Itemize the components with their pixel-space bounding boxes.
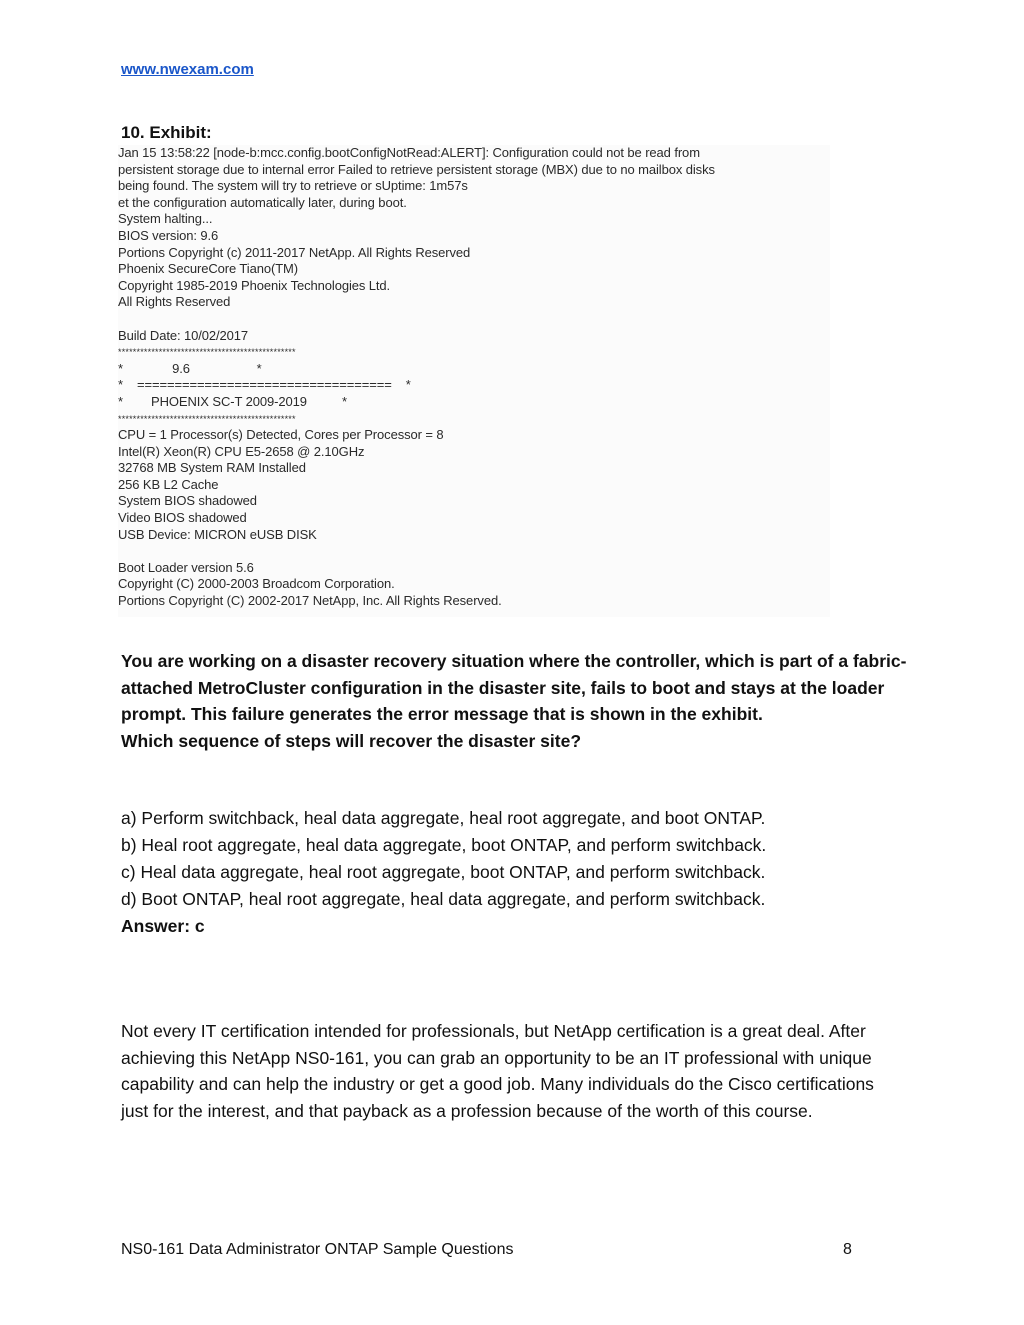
option-a: a) Perform switchback, heal data aggregate, heal root aggregate, and boot ONTAP. bbox=[121, 808, 766, 828]
exhibit-line: 32768 MB System RAM Installed bbox=[118, 460, 306, 476]
exhibit-line: ************************************************ bbox=[118, 413, 296, 424]
exhibit-line: Copyright (C) 2000-2003 Broadcom Corporation. bbox=[118, 576, 395, 592]
exhibit-line: System BIOS shadowed bbox=[118, 493, 257, 509]
exhibit-line: being found. The system will try to retrieve or sUptime: 1m57s bbox=[118, 178, 468, 194]
question-title: 10. Exhibit: bbox=[121, 123, 212, 142]
exhibit-line: System halting... bbox=[118, 211, 213, 227]
exhibit-line: persistent storage due to internal error Failed to retrieve persistent storage (MBX) due to no mailbox disks bbox=[118, 161, 715, 177]
answer-label: Answer: c bbox=[121, 916, 205, 936]
exhibit-line: ************************************************ bbox=[118, 347, 296, 358]
exhibit-line: BIOS version: 9.6 bbox=[118, 227, 219, 243]
footer-title: NS0-161 Data Administrator ONTAP Sample Questions bbox=[121, 1241, 514, 1258]
answer-options bbox=[121, 805, 941, 940]
exhibit-line: Portions Copyright (C) 2002-2017 NetApp, Inc. All Rights Reserved. bbox=[118, 593, 502, 609]
page-number: 8 bbox=[843, 1241, 852, 1258]
exhibit-line: Intel(R) Xeon(R) CPU E5-2658 @ 2.10GHz bbox=[118, 443, 365, 459]
option-d: d) Boot ONTAP, heal root aggregate, heal data aggregate, and perform switchback. bbox=[121, 889, 766, 909]
option-b: b) Heal root aggregate, heal data aggregate, boot ONTAP, and perform switchback. bbox=[121, 835, 767, 855]
exhibit-blank-line bbox=[118, 543, 830, 560]
exhibit-line: * 9.6 * bbox=[118, 360, 262, 376]
exhibit-line: CPU = 1 Processor(s) Detected, Cores per Processor = 8 bbox=[118, 427, 444, 443]
exhibit-line: 256 KB L2 Cache bbox=[118, 476, 219, 492]
question-prompt: Which sequence of steps will recover the disaster site? bbox=[121, 730, 582, 751]
exhibit-image bbox=[118, 145, 830, 617]
option-c: c) Heal data aggregate, heal root aggregate, boot ONTAP, and perform switchback. bbox=[121, 862, 766, 882]
promo-paragraph: Not every IT certification intended for professionals, but NetApp certification is a great deal. After achieving this NetApp NS0-161, you can grab an opportunity to be an IT professional with unique capability and can help the industry or get a good job. Many individuals do the Cisco certifications just for the interest, and that payback as a profession because of the worth of this course. bbox=[121, 1021, 874, 1121]
exhibit-line: Jan 15 13:58:22 [node-b:mcc.config.bootConfigNotRead:ALERT]: Configuration could not be read from bbox=[118, 145, 700, 160]
exhibit-line: et the configuration automatically later, during boot. bbox=[118, 194, 407, 210]
exhibit-blank-line bbox=[118, 311, 830, 328]
exhibit-line: Copyright 1985-2019 Phoenix Technologies Ltd. bbox=[118, 277, 391, 293]
exhibit-line: Video BIOS shadowed bbox=[118, 510, 247, 526]
exhibit-line: Boot Loader version 5.6 bbox=[118, 559, 254, 575]
exhibit-line: Portions Copyright (c) 2011-2017 NetApp. All Rights Reserved bbox=[118, 244, 471, 260]
exhibit-line: USB Device: MICRON eUSB DISK bbox=[118, 526, 317, 542]
exhibit-line: All Rights Reserved bbox=[118, 294, 231, 310]
question-stem: You are working on a disaster recovery situation where the controller, which is part of a fabric-attached MetroCluster configuration in the disaster site, fails to boot and stays at the loader prompt. This failure generates the error message that is shown in the exhibit. bbox=[121, 651, 907, 724]
exhibit-line: * PHOENIX SC-T 2009-2019 * bbox=[118, 393, 347, 409]
exhibit-line: Phoenix SecureCore Tiano(TM) bbox=[118, 261, 299, 277]
question-block bbox=[121, 648, 921, 754]
site-link[interactable]: www.nwexam.com bbox=[121, 61, 254, 78]
exhibit-line: * ================================== * bbox=[118, 377, 411, 393]
exhibit-line: Build Date: 10/02/2017 bbox=[118, 327, 249, 343]
